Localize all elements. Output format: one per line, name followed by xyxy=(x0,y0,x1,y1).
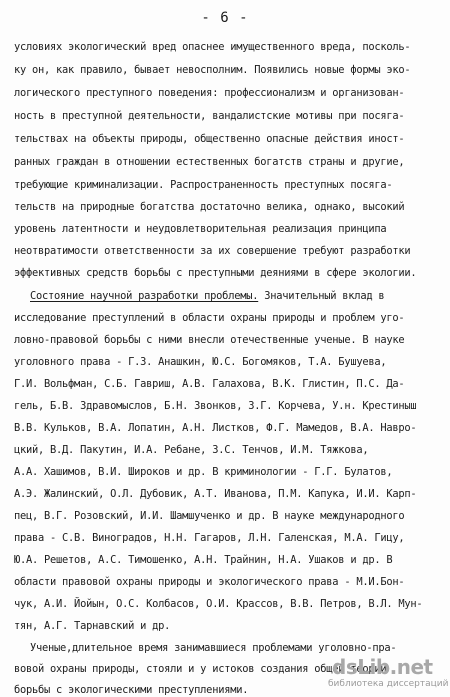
text-line: уровень латентности и неудовлетворительная реализация принципа xyxy=(14,223,387,235)
text-line: требующие криминализации. Распространенность преступных посяга- xyxy=(14,179,393,191)
watermark-subtitle: библиотека диссертаций xyxy=(328,679,449,689)
text-line: гель, Б.В. Здравомыслов, Б.Н. Звонков, З.Г. Корчева, У.н. Крестиныш xyxy=(14,400,417,412)
text-line: Ю.А. Решетов, А.С. Тимошенко, А.Н. Трайнин, Н.А. Ушаков и др. В xyxy=(14,554,393,566)
text-line: А.А. Хашимов, В.И. Широков и др. В криминологии - Г.Г. Булатов, xyxy=(14,466,393,478)
text-line: ность в преступной деятельности, вандалистские мотивы при посяга- xyxy=(14,110,405,122)
watermark-logo: dsLib.net xyxy=(332,655,433,679)
text-line: эффективных средств борьбы с преступными деяниями в сфере экологии. xyxy=(14,267,417,279)
text-line: исследование преступлений в области охраны природы и проблем уго- xyxy=(14,312,405,324)
section-heading: Состояние научной разработки проблемы. xyxy=(30,290,259,302)
text-line: уголовного права - Г.З. Анашкин, Ю.С. Богомяков, Т.А. Бушуева, xyxy=(14,356,387,368)
text-line: вовой охраны природы, стояли и у истоков создания общей теории xyxy=(14,663,387,675)
text-line: тельствах на объекты природы, общественно опасные действия иност- xyxy=(14,133,405,145)
text-line: ранных граждан в отношении естественных богатств страны и другие, xyxy=(14,156,405,168)
text-line: В.В. Кульков, В.А. Лопатин, А.Н. Листков, Ф.Г. Мамедов, В.А. Навро- xyxy=(14,422,417,434)
text-line: тельств на природные богатства достаточно велика, однако, высокий xyxy=(14,201,405,213)
watermark xyxy=(328,655,449,691)
text-line: цкий, В.Д. Пакутин, И.А. Ребане, З.С. Тенчов, И.М. Тяжкова, xyxy=(14,444,369,456)
text-fragment: Значительный вклад в xyxy=(258,290,385,302)
text-line: Г.И. Вольфман, С.Б. Гавриш, А.В. Галахова, В.К. Глистин, П.С. Да- xyxy=(14,378,405,390)
page-number: - 6 - xyxy=(201,10,249,26)
text-line: ку он, как правило, бывает невосполним. Появились новые формы эко- xyxy=(14,64,411,76)
paragraph-heading-line xyxy=(30,289,384,303)
text-line: чук, А.И. Йойын, О.С. Колбасов, О.И. Крассов, В.В. Петров, В.Л. Мун- xyxy=(14,598,423,610)
text-line: неотвратимости ответственности за их совершение требуют разработки xyxy=(14,245,411,257)
text-line: права - С.В. Виноградов, Н.Н. Гагаров, Л.Н. Галенская, М.А. Гицу, xyxy=(14,532,405,544)
text-line: области правовой охраны природы и экологического права - М.И.Бон- xyxy=(14,576,405,588)
text-line: Ученые,длительное время занимавшиеся проблемами уголовно-пра- xyxy=(30,642,397,654)
text-line: логического преступного поведения: профессионализм и организован- xyxy=(14,87,405,99)
text-line: тян, А.Г. Тарнавский и др. xyxy=(14,620,171,632)
text-line: условиях экологический вред опаснее имущественного вреда, посколь- xyxy=(14,41,411,53)
text-line: пец, В.Г. Розовский, И.И. Шамшученко и др. В науке международного xyxy=(14,510,405,522)
text-line: А.Э. Жалинский, О.Л. Дубовик, А.Т. Иванова, П.М. Капука, И.И. Карп- xyxy=(14,488,417,500)
text-line: борьбы с экологическими преступлениями. xyxy=(14,684,249,696)
text-line: ловно-правовой борьбы с ними внесли отечественные ученые. В науке xyxy=(14,334,405,346)
